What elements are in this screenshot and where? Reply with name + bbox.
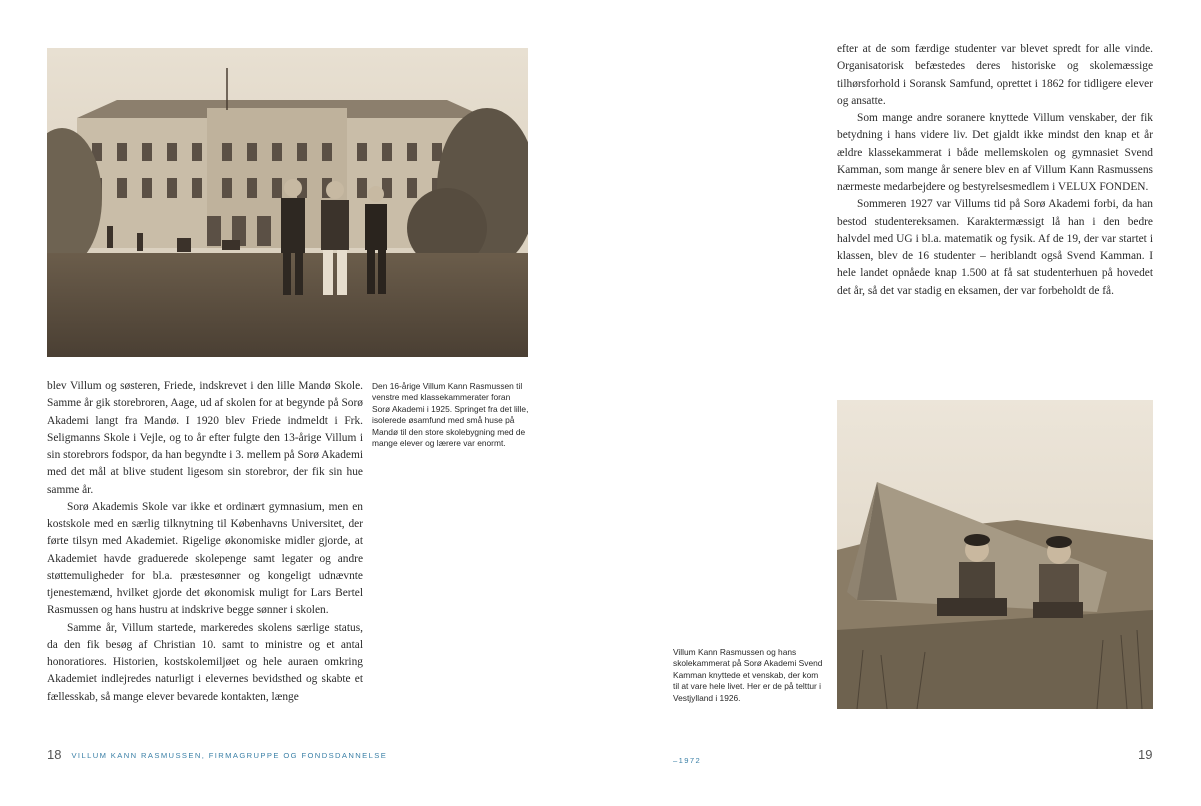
paragraph: efter at de som færdige studenter var blevet spredt for alle vinde. Organisatorisk befæstedes deres historiske og skolemæssige tilhørsforhold i Soransk Samfund, oprettet i 1862 for tidligere elever og ansatte. (837, 43, 1153, 107)
caption-text: Den 16-årige Villum Kann Rasmussen til venstre med klassekammerater foran Sorø Akademi i 1925. Springet fra det lille, isolerede øsamfund med små huse på Mandø til den store skolebygning med de mange elever og lærere var enormt. (372, 381, 529, 449)
photo-caption-left (372, 381, 530, 449)
left-footer (47, 746, 387, 764)
paragraph: blev Villum og søsteren, Friede, indskrevet i den lille Mandø Skole. Samme år gik storebroren, Aage, ud af skolen for at begynde på Sorø Akademi langt fra Mandø. I 1920 blev Friede indmeldt i Frk. Seligmanns Skole i Vejle, og to år efter fulgte den 13-årige Villum i sin storebrors fodspor, da han begyndte i 3. mellem på Sorø Akademi med det mål at blive student ligesom sin storebror, der fik sin hue samme år. (47, 380, 363, 496)
right-footer (1138, 746, 1152, 764)
paragraph: Samme år, Villum startede, markeredes skolens særlige status, da den fik besøg af Christian 10. samt to ministre og et antal honoratiores. Historien, kostskolemiljøet og hele auraen omkring Akademiet indlejredes naturligt i elevernes bevidsthed og skabte et fællesskab, så mange elever bevarede kontakten, længe (47, 621, 363, 703)
tent-photo (837, 400, 1153, 709)
right-running-head (673, 750, 701, 768)
page-number: 18 (47, 747, 62, 762)
body-text-right (837, 41, 1153, 300)
paragraph: Sorø Akademis Skole var ikke et ordinært gymnasium, men en kostskole med en særlig tilknytning til Københavns Universitet, der førte tilsyn med Akademiet. Rigelige økonomiske midler gjorde, at Akademiet havde graduerede skolepenge samt legater og andre støttemuligheder for bl.a. præstesønner og kongeligt udnævnte tjenestemænd, hvilket gjorde det økonomisk muligt for Lars Bertel Rasmussen og hans hustru at indskrive begge sønner i skolen. (47, 500, 363, 617)
page-number: 19 (1138, 747, 1153, 762)
school-building-photo (47, 48, 528, 357)
photo-caption-right (673, 647, 825, 704)
body-text-left (47, 378, 363, 706)
paragraph: Sommeren 1927 var Villums tid på Sorø Akademi forbi, da han bestod studentereksamen. Karaktermæssigt lå han i den bedre halvdel med UG i bl.a. matematik og fysik. Af de 19, der var startet i klassen, blev de 16 studenter – heriblandt også Svend Kamman. I hele landet opnåede knap 1.500 at få sat studenterhuen på hovedet det år, så det var stadig en eksamen, der var forbeholdt de få. (837, 198, 1153, 297)
running-head: –1972 (673, 756, 702, 765)
paragraph: Som mange andre soranere knyttede Villum venskaber, der fik betydning i hans videre liv. Det gjaldt ikke mindst den knap et år ældre klassekammerat i både mellemskolen og gymnasiet Svend Kamman, som mange år senere blev en af Villum Kann Rasmussens nærmeste medarbejdere og bestyrelsesmedlem i VELUX FONDEN. (837, 112, 1153, 193)
caption-text: Villum Kann Rasmussen og hans skolekammerat på Sorø Akademi Svend Kamman knyttede et venskab, der kom til at vare hele livet. Her er de på telttur i Vestjylland i 1926. (673, 647, 823, 703)
running-head: VILLUM KANN RASMUSSEN, FIRMAGRUPPE OG FONDSDANNELSE (71, 751, 388, 760)
